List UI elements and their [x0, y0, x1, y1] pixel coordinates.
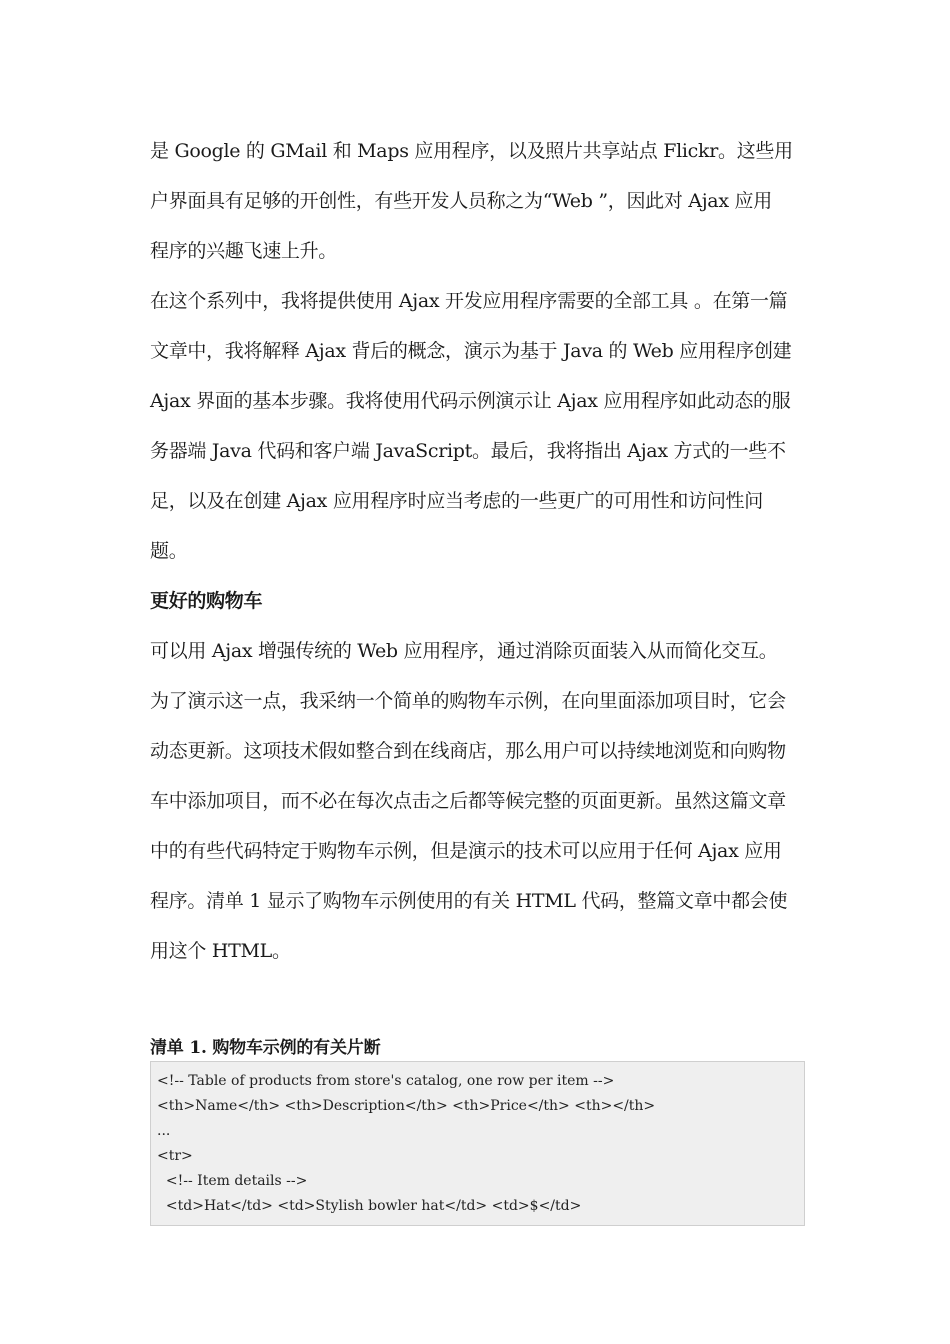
text-line: 在这个系列中，我将提供使用 Ajax 开发应用程序需要的全部工具 。在第一篇	[150, 290, 788, 312]
text-line: 可以用 Ajax 增强传统的 Web 应用程序，通过消除页面装入从而简化交互。	[150, 640, 778, 662]
code-listing	[150, 1061, 805, 1226]
text-line: 动态更新。这项技术假如整合到在线商店，那么用户可以持续地浏览和向购物	[150, 740, 786, 762]
text-line: 文章中，我将解释 Ajax 背后的概念，演示为基于 Java 的 Web 应用程序创建	[150, 340, 792, 362]
code-line: <!-- Table of products from store's catalog, one row per item -->	[157, 1073, 615, 1089]
text-line: Ajax 界面的基本步骤。我将使用代码示例演示让 Ajax 应用程序如此动态的服	[150, 390, 791, 412]
code-line: <td>Hat</td> <td>Stylish bowler hat</td> <td>$</td>	[157, 1198, 582, 1214]
listing-caption: 清单 1. 购物车示例的有关片断	[150, 1038, 381, 1058]
text-line: 为了演示这一点，我采纳一个简单的购物车示例，在向里面添加项目时，它会	[150, 690, 786, 712]
code-line: ...	[157, 1123, 171, 1139]
text-line: 是 Google 的 GMail 和 Maps 应用程序，以及照片共享站点 Flickr。这些用	[150, 140, 793, 162]
text-line: 中的有些代码特定于购物车示例，但是演示的技术可以应用于任何 Ajax 应用	[150, 840, 782, 862]
text-line: 户界面具有足够的开创性，有些开发人员称之为“Web ”，因此对 Ajax 应用	[150, 190, 772, 212]
document-page	[150, 126, 810, 1226]
text-line: 务器端 Java 代码和客户端 JavaScript。最后，我将指出 Ajax 方式的一些不	[150, 440, 786, 462]
code-line: <!-- Item details -->	[157, 1173, 308, 1189]
text-line: 足，以及在创建 Ajax 应用程序时应当考虑的一些更广的可用性和访问性问	[150, 490, 763, 512]
code-line: <tr>	[157, 1148, 193, 1164]
text-line: 程序。清单 1 显示了购物车示例使用的有关 HTML 代码，整篇文章中都会使	[150, 890, 788, 912]
text-line: 题。	[150, 540, 188, 562]
text-line: 用这个 HTML。	[150, 940, 291, 962]
code-line: <th>Name</th> <th>Description</th> <th>Price</th> <th></th>	[157, 1098, 656, 1114]
section-heading: 更好的购物车	[150, 590, 263, 612]
series-paragraph	[150, 276, 810, 576]
text-line: 车中添加项目，而不必在每次点击之后都等候完整的页面更新。虽然这篇文章	[150, 790, 786, 812]
text-line: 程序的兴趣飞速上升。	[150, 240, 338, 262]
intro-paragraph	[150, 126, 810, 276]
cart-paragraph	[150, 626, 810, 976]
